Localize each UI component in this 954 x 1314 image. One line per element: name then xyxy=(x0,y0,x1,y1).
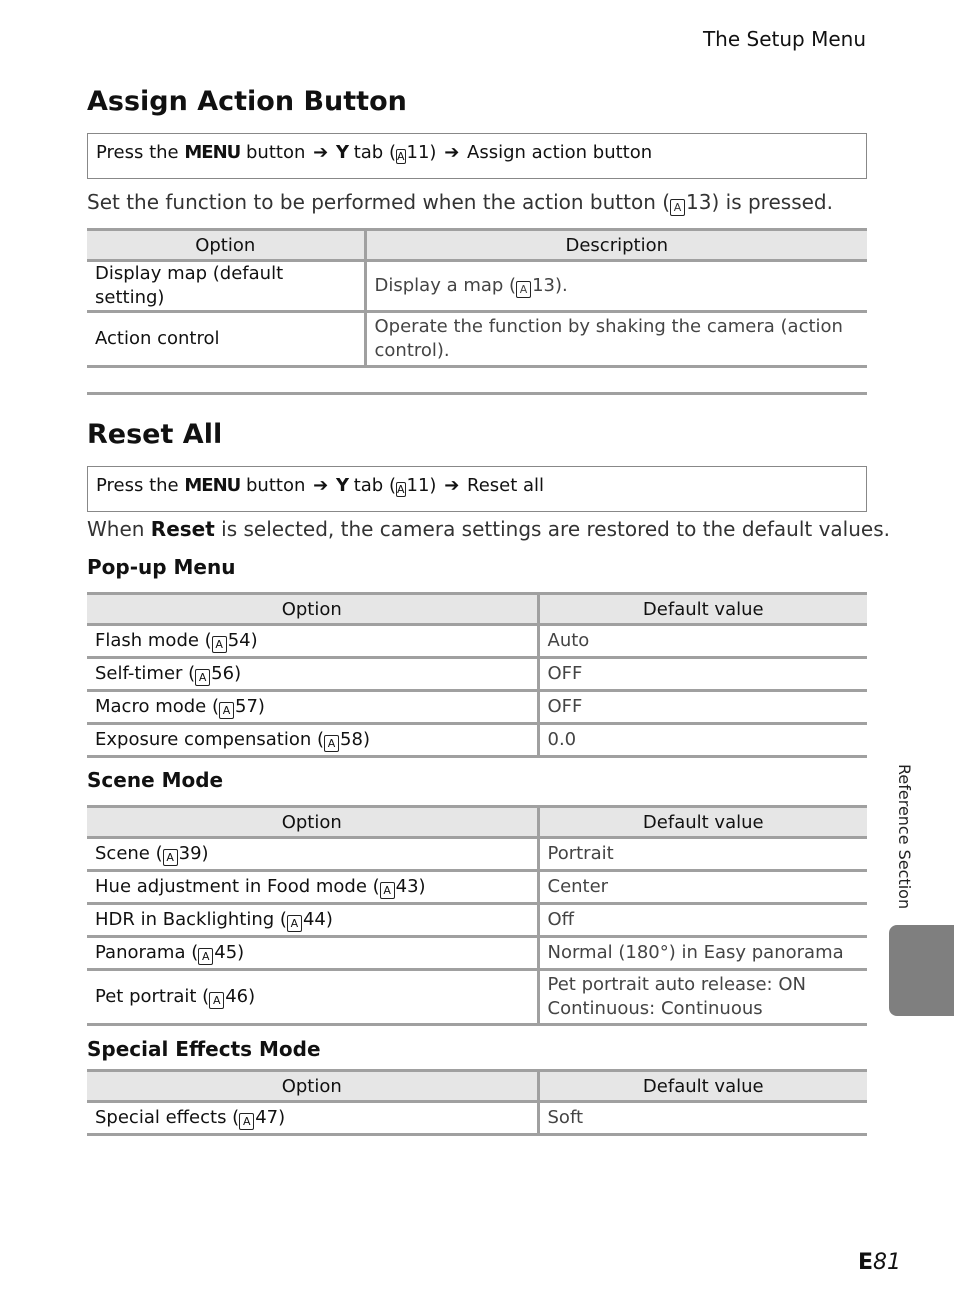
reference-e-icon: E xyxy=(857,1250,873,1275)
nav-target: Reset all xyxy=(467,475,545,496)
column-header-default-value: Default value xyxy=(538,1071,867,1102)
default-value-cell: 0.0 xyxy=(538,724,867,757)
default-value-cell: OFF xyxy=(538,691,867,724)
arrow-right-icon: ➔ xyxy=(313,475,329,496)
default-value-cell: Portrait xyxy=(538,838,867,871)
reference-section-tab xyxy=(889,925,954,1016)
book-reference-icon: A xyxy=(396,150,405,163)
nav-path-assign xyxy=(87,133,867,179)
column-header-option: Option xyxy=(87,594,538,625)
table-row xyxy=(87,1102,867,1135)
option-cell: Self-timer ( A 56) xyxy=(87,658,538,691)
nav-button-text: button xyxy=(246,142,306,163)
intro-text: Set the function to be performed when the action button ( xyxy=(87,190,671,214)
option-cell: Exposure compensation ( A 58) xyxy=(87,724,538,757)
table-header-row xyxy=(87,594,867,625)
column-header-option: Option xyxy=(87,230,365,261)
default-value-cell xyxy=(538,970,867,1025)
book-reference-icon: A xyxy=(396,483,405,496)
reference-section-label: Reference Section xyxy=(895,764,914,910)
subsection-title-scene-mode: Scene Mode xyxy=(87,768,224,792)
page-number-value: 81 xyxy=(873,1250,901,1275)
book-reference-icon: A xyxy=(324,735,339,752)
option-cell: Special effects ( A 47) xyxy=(87,1102,538,1135)
intro-text: When xyxy=(87,517,145,541)
nav-page-ref: 11) xyxy=(406,475,437,496)
book-reference-icon: A xyxy=(516,281,531,298)
table-header-row xyxy=(87,1071,867,1102)
default-value-cell: Normal (180°) in Easy panorama xyxy=(538,937,867,970)
table-row xyxy=(87,871,867,904)
book-reference-icon: A xyxy=(163,849,178,866)
intro-bold-term: Reset xyxy=(150,517,215,541)
special-effects-table xyxy=(87,1069,867,1136)
scene-mode-table xyxy=(87,805,867,1026)
book-reference-icon: A xyxy=(209,992,224,1009)
table-row xyxy=(87,261,867,312)
table-header-row xyxy=(87,807,867,838)
description-page: 13). xyxy=(532,275,568,296)
default-value-cell: Auto xyxy=(538,625,867,658)
description-text: Display a map ( xyxy=(374,275,517,296)
reset-intro xyxy=(87,517,890,541)
book-reference-icon: A xyxy=(212,636,227,653)
nav-target: Assign action button xyxy=(467,142,653,163)
column-header-default-value: Default value xyxy=(538,807,867,838)
option-cell: Pet portrait ( A 46) xyxy=(87,970,538,1025)
table-row xyxy=(87,625,867,658)
section-title-assign-action-button: Assign Action Button xyxy=(87,86,407,117)
nav-tab-text: tab ( xyxy=(353,475,396,496)
subsection-title-popup-menu: Pop-up Menu xyxy=(87,555,236,579)
table-row xyxy=(87,838,867,871)
arrow-right-icon: ➔ xyxy=(444,475,460,496)
table-row xyxy=(87,937,867,970)
subsection-title-special-effects: Special Effects Mode xyxy=(87,1037,321,1061)
popup-menu-table xyxy=(87,592,867,758)
table-row xyxy=(87,970,867,1025)
nav-path-reset xyxy=(87,466,867,512)
default-value-line: Pet portrait auto release: ON xyxy=(547,974,806,995)
book-reference-icon: A xyxy=(198,948,213,965)
intro-text-end: 13) is pressed. xyxy=(686,190,833,214)
nav-page-ref: 11) xyxy=(406,142,437,163)
table-header-row xyxy=(87,230,867,261)
assign-options-table xyxy=(87,228,867,368)
book-reference-icon: A xyxy=(287,915,302,932)
menu-button-icon: MENU xyxy=(184,142,241,163)
running-header: The Setup Menu xyxy=(702,27,866,51)
setup-tab-icon: Y xyxy=(335,142,348,163)
table-row xyxy=(87,904,867,937)
default-value-cell: Center xyxy=(538,871,867,904)
arrow-right-icon: ➔ xyxy=(313,142,329,163)
arrow-right-icon: ➔ xyxy=(444,142,460,163)
nav-tab-text: tab ( xyxy=(353,142,396,163)
book-reference-icon: A xyxy=(670,199,685,216)
option-cell: Display map (default setting) xyxy=(87,261,365,312)
option-cell: Macro mode ( A 57) xyxy=(87,691,538,724)
intro-text-end: is selected, the camera settings are restored to the default values. xyxy=(221,517,890,541)
default-value-cell: Soft xyxy=(538,1102,867,1135)
option-cell: Flash mode ( A 54) xyxy=(87,625,538,658)
default-value-cell: OFF xyxy=(538,658,867,691)
nav-press-text: Press the xyxy=(96,475,179,496)
column-header-default-value: Default value xyxy=(538,594,867,625)
nav-press-text: Press the xyxy=(96,142,179,163)
section-divider xyxy=(87,392,867,395)
description-cell xyxy=(365,312,867,367)
column-header-description: Description xyxy=(365,230,867,261)
table-row xyxy=(87,658,867,691)
nav-button-text: button xyxy=(246,475,306,496)
description-text: Operate the function by shaking the camera (action control). xyxy=(374,316,843,361)
menu-button-icon: MENU xyxy=(184,475,241,496)
section-title-reset-all: Reset All xyxy=(87,419,223,450)
table-row xyxy=(87,691,867,724)
page-number xyxy=(858,1250,901,1275)
setup-tab-icon: Y xyxy=(335,475,348,496)
option-cell: Hue adjustment in Food mode ( A 43) xyxy=(87,871,538,904)
description-cell xyxy=(365,261,867,312)
table-row xyxy=(87,724,867,757)
default-value-line: Continuous: Continuous xyxy=(547,998,763,1019)
default-value-cell: Off xyxy=(538,904,867,937)
book-reference-icon: A xyxy=(195,669,210,686)
option-cell: Panorama ( A 45) xyxy=(87,937,538,970)
column-header-option: Option xyxy=(87,1071,538,1102)
book-reference-icon: A xyxy=(239,1113,254,1130)
option-cell: Action control xyxy=(87,312,365,367)
book-reference-icon: A xyxy=(219,702,234,719)
option-cell: Scene ( A 39) xyxy=(87,838,538,871)
table-row xyxy=(87,312,867,367)
option-cell: HDR in Backlighting ( A 44) xyxy=(87,904,538,937)
book-reference-icon: A xyxy=(380,882,395,899)
assign-intro xyxy=(87,190,833,216)
column-header-option: Option xyxy=(87,807,538,838)
